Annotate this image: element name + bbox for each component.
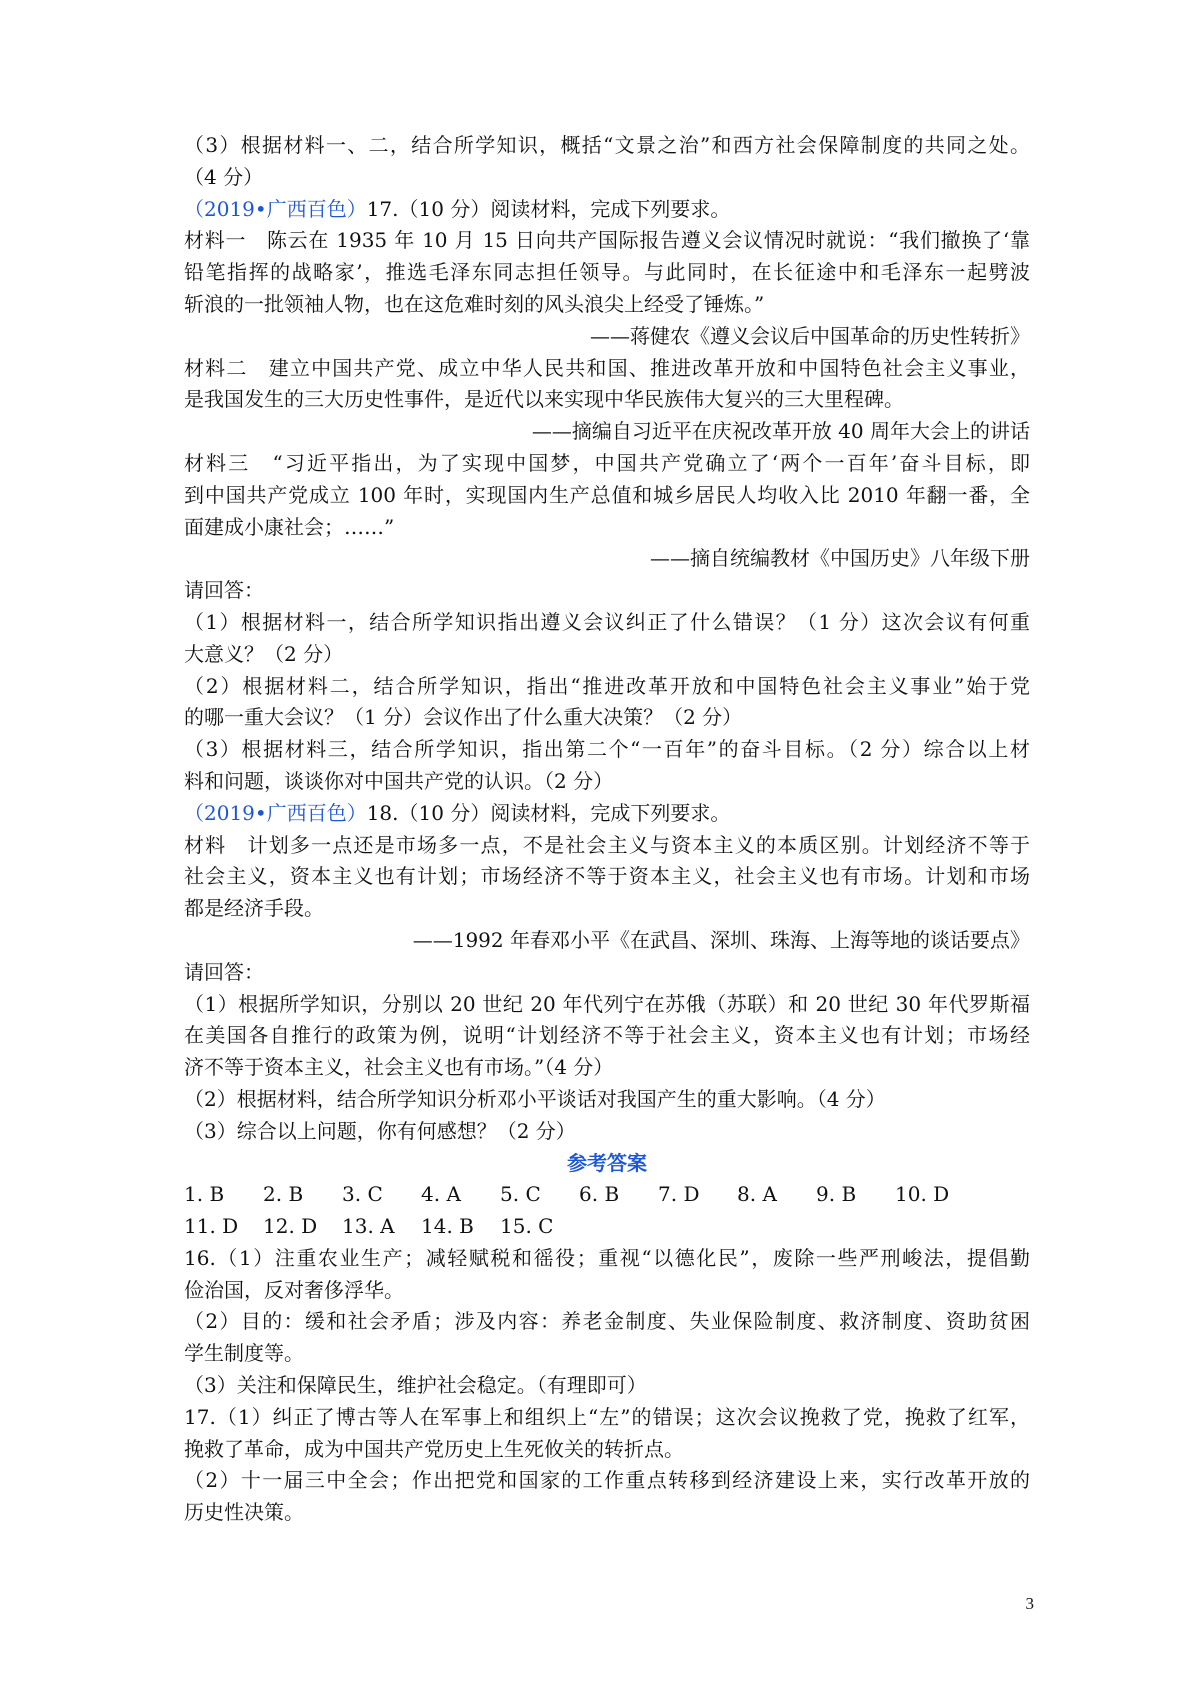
q18-material-line2: 社会主义，资本主义也有计划；市场经济不等于资本主义，社会主义也有市场。计划和市场 (184, 864, 1030, 889)
q17-question2-line2: 的哪一重大会议？（1 分）会议作出了什么重大决策？（2 分） (184, 705, 743, 730)
q18-question1-line3: 济不等于资本主义，社会主义也有市场。”（4 分） (184, 1055, 614, 1080)
choice-answer: 7. D (658, 1182, 700, 1207)
answer17-part2-line1: （2）十一届三中全会；作出把党和国家的工作重点转移到经济建设上来，实行改革开放的 (184, 1468, 1030, 1493)
q18-material-citation: ——1992 年春邓小平《在武昌、深圳、珠海、上海等地的谈话要点》 (412, 927, 1030, 952)
q18-heading (184, 798, 1030, 830)
answer17-part1-line1: 17.（1）纠正了博古等人在军事上和组织上“左”的错误；这次会议挽救了党，挽救了红军， (184, 1404, 1030, 1429)
q17-material3-line1: 材料三 “习近平指出，为了实现中国梦，中国共产党确立了‘两个一百年’奋斗目标，即 (184, 450, 1030, 475)
choice-answer: 5. C (500, 1182, 541, 1207)
q17-ask: 请回答： (184, 578, 264, 603)
q17-material3-line2: 到中国共产党成立 100 年时，实现国内生产总值和城乡居民人均收入比 2010 年翻一番，全 (184, 482, 1030, 507)
q17-source: （2019•广西百色） (184, 196, 367, 221)
answer16-part3: （3）关注和保障民生，维护社会稳定。（有理即可） (184, 1373, 647, 1398)
q17-question2-line1: （2）根据材料二，结合所学知识，指出“推进改革开放和中国特色社会主义事业”始于党 (184, 673, 1030, 698)
q16-part3-line2: （4 分） (184, 164, 264, 189)
q17-material1-line1: 材料一 陈云在 1935 年 10 月 15 日向共产国际报告遵义会议情况时就说：“我们撤换了‘靠 (184, 228, 1030, 253)
q17-head: 17.（10 分）阅读材料，完成下列要求。 (366, 196, 731, 221)
q17-material2-line1: 材料二 建立中国共产党、成立中华人民共和国、推进改革开放和中国特色社会主义事业， (184, 355, 1030, 380)
choice-answer: 14. B (421, 1214, 474, 1239)
choice-answer: 13. A (342, 1214, 395, 1239)
choice-answer: 9. B (816, 1182, 857, 1207)
q17-material3-citation: ——摘自统编教材《中国历史》八年级下册 (650, 546, 1030, 571)
q18-ask: 请回答： (184, 959, 264, 984)
page-number: 3 (1025, 1594, 1034, 1613)
q17-material1-line3: 斩浪的一批领袖人物，也在这危难时刻的风头浪尖上经受了锤炼。” (184, 291, 765, 316)
q17-material3-line3: 面建成小康社会；……” (184, 514, 395, 539)
choice-answer: 10. D (895, 1182, 950, 1207)
answer17-part2-line2: 历史性决策。 (184, 1500, 304, 1525)
q18-head: 18.（10 分）阅读材料，完成下列要求。 (366, 800, 731, 825)
q17-question3-line2: 料和问题，谈谈你对中国共产党的认识。（2 分） (184, 768, 614, 793)
answer16-part1-line1: 16.（1）注重农业生产；减轻赋税和徭役；重视“以德化民”，废除一些严刑峻法，提倡勤 (184, 1245, 1030, 1270)
q17-question3-line1: （3）根据材料三，结合所学知识，指出第二个“一百年”的奋斗目标。（2 分）综合以上材 (184, 737, 1030, 762)
choice-answer: 3. C (342, 1182, 383, 1207)
choice-answer: 6. B (579, 1182, 620, 1207)
choice-answer: 8. A (737, 1182, 777, 1207)
q16-part3-line1: （3）根据材料一、二，结合所学知识，概括“文景之治”和西方社会保障制度的共同之处。 (184, 133, 1030, 157)
choice-answers-row2 (184, 1211, 1030, 1243)
answer17-part1-line2: 挽救了革命，成为中国共产党历史上生死攸关的转折点。 (184, 1436, 684, 1461)
q18-material-line3: 都是经济手段。 (184, 896, 324, 921)
choice-answer: 11. D (184, 1214, 239, 1239)
q17-heading (184, 194, 1030, 226)
q17-material2-line2: 是我国发生的三大历史性事件，是近代以来实现中华民族伟大复兴的三大里程碑。 (184, 387, 904, 412)
q18-question2: （2）根据材料，结合所学知识分析邓小平谈话对我国产生的重大影响。（4 分） (184, 1086, 886, 1111)
q18-source: （2019•广西百色） (184, 800, 367, 825)
q17-question1-line2: 大意义？（2 分） (184, 641, 344, 666)
q17-material1-citation: ——蒋健农《遵义会议后中国革命的历史性转折》 (590, 323, 1030, 348)
q17-question1-line1: （1）根据材料一，结合所学知识指出遵义会议纠正了什么错误？（1 分）这次会议有何重 (184, 609, 1030, 634)
choice-answer: 1. B (184, 1182, 225, 1207)
q18-question1-line2: 在美国各自推行的政策为例，说明“计划经济不等于社会主义，资本主义也有计划；市场经 (184, 1023, 1030, 1048)
q18-question1-line1: （1）根据所学知识，分别以 20 世纪 20 年代列宁在苏俄（苏联）和 20 世纪 30 年代罗斯福 (184, 991, 1030, 1016)
answer16-part1-line2: 俭治国，反对奢侈浮华。 (184, 1277, 404, 1302)
q17-material1-line2: 铅笔指挥的战略家’，推选毛泽东同志担任领导。与此同时，在长征途中和毛泽东一起劈波 (184, 260, 1030, 285)
choice-answer: 2. B (263, 1182, 304, 1207)
choice-answer: 15. C (500, 1214, 554, 1239)
answer-key-title: 参考答案 (567, 1150, 647, 1175)
choice-answers-row1 (184, 1179, 1030, 1211)
choice-answer: 12. D (263, 1214, 318, 1239)
answer16-part2-line2: 学生制度等。 (184, 1341, 304, 1366)
q18-question3: （3）综合以上问题，你有何感想？（2 分） (184, 1118, 576, 1143)
q18-material-line1: 材料 计划多一点还是市场多一点，不是社会主义与资本主义的本质区别。计划经济不等于 (184, 832, 1030, 857)
q17-material2-citation: ——摘编自习近平在庆祝改革开放 40 周年大会上的讲话 (531, 419, 1030, 444)
answer16-part2-line1: （2）目的：缓和社会矛盾；涉及内容：养老金制度、失业保险制度、救济制度、资助贫困 (184, 1309, 1030, 1334)
document-page (184, 130, 1030, 1529)
choice-answer: 4. A (421, 1182, 461, 1207)
